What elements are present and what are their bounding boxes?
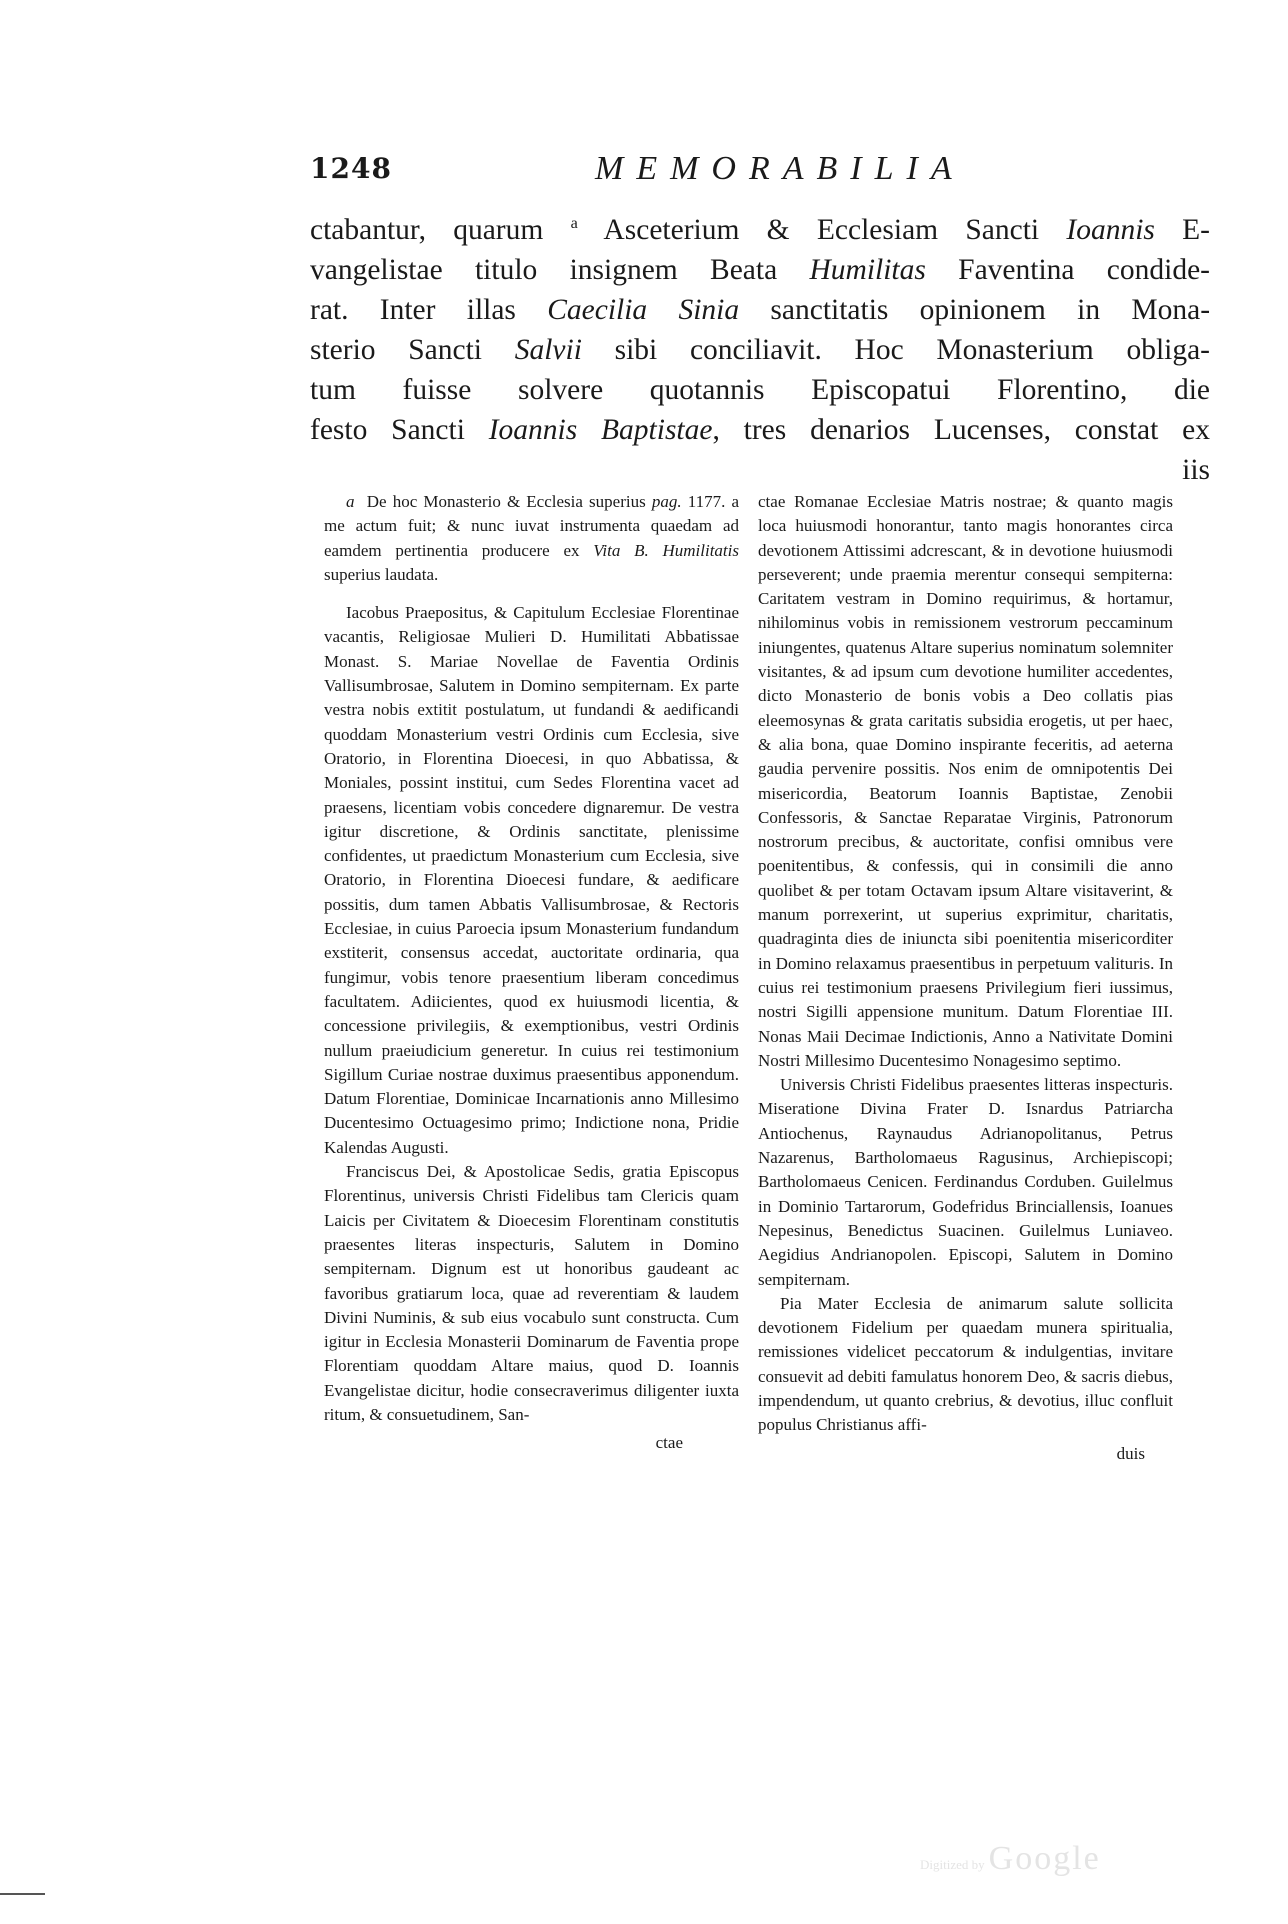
page-number: 1248	[310, 152, 392, 185]
right-catchword: duis	[1116, 1443, 1145, 1463]
document-franciscus: Franciscus Dei, & Apostolicae Sedis, gratia Episcopus Florentinus, universis Christi Fidelibus tam Clericis quam Laicis per Civitatem & Dioecesim Florentinam constitutis praesentes literas inspecturis, Salutem in Domino sempiternam. Dignum est ut honoribus gaudeant ac favoribus gratiarum loca, quae ad reverentiam & laudem Divini Numinis, & sub eius vocabulo sunt constructa. Cum igitur in Ecclesia Monasterii Dominarum de Faventia prope Florentiam quoddam Altare maius, quod D. Ioannis Evangelistae dicitur, hodie consecraverimus diligenter iuxta ritum, & consuetudinem, San-	[324, 1162, 739, 1424]
document-pia-mater: Pia Mater Ecclesia de animarum salute sollicita devotionem Fidelium per quaedam munera spiritualia, remissiones videlicet peccatorum & indulgentias, invitare consuevit ad debiti famulatus honorem Deo, & sacris diebus, impendendum, ut quanto crebrius, & devotius, illuc confluit populus Christianus affi-	[758, 1293, 1173, 1435]
google-logo: Google	[988, 1840, 1101, 1877]
document-continuation: ctae Romanae Ecclesiae Matris nostrae; & quanto magis loca huiusmodi honorantur, tanto magis honorantes circa devotionem Attissimi adcrescant, & in devotione huiusmodi perseverent; unde praemia merentur consequi sempiterna: Caritatem vestram in Domino requirimus, & hortamur, nihilominus vobis in remissionem vestrorum peccaminum iniungentes, quatenus Altare superius nominatum solemniter visitantes, & ad ipsum cum devotione humiliter accedentes, dicto Monasterio de bonis vobis a Deo collatis pias eleemosynas & grata caritatis subsidia erogetis, ut per haec, & alia bona, quae Domino inspirante feceritis, ad aeterna gaudia pervenire possitis. Nos enim de omnipotentis Dei misericordia, Beatorum Ioannis Baptistae, Zenobii Confessoris, & Sanctae Reparatae Virginis, Patronorum nostrorum precibus, & auctoritate, confisi omnibus vere poenitentibus, & confessis, qui in consimili die anno quolibet & per totam Octavam ipsum Altare visitaverint, & manum porrexerint, ut superius exprimitur, charitatis, quadraginta dies de iniuncta sibi poenitentia misericorditer in Domino relaxamus praesentibus in perpetuum valituris. In cuius rei testimonium praesens Privilegium fieri iussimus, nostri Sigilli appensione munitum. Datum Florentiae III. Nonas Maii Decimae Indictionis, Anno a Nativitate Domini Nostri Millesimo Ducentesimo Nonagesimo septimo.	[758, 492, 1173, 1070]
footnote-label: a	[346, 492, 355, 511]
footnote-marker: a	[570, 214, 578, 233]
main-line-1: ctabantur, quarum $^a$ Asceterium & Ecclesiam Sancti Ioannis E-	[310, 214, 1211, 246]
document-universis: Universis Christi Fidelibus praesentes litteras inspecturis. Miseratione Divina Frater D. Isnardus Patriarcha Antiochenus, Raynaudus Adrianopolitanus, Petrus Nazarenus, Bartholomaeus Ragusinus, Archiepiscopi; Bartholomaeus Cenicen. Ferdinandus Corduben. Guilelmus in Dominio Tartarorum, Godefridus Brinciallensis, Ioanues Nepesinus, Benedictus Suacinen. Guilelmus Luniaveo. Aegidius Andrianopolen. Episcopi, Salutem in Domino sempiternam.	[758, 1075, 1173, 1289]
running-title: MEMORABILIA	[595, 150, 965, 187]
left-catchword: ctae	[655, 1433, 683, 1453]
main-line-6: festo Sancti Ioannis Baptistae, tres denarios Lucenses, constat ex	[310, 414, 1210, 446]
main-line-2: vangelistae titulo insignem Beata Humilitas Faventina condide-	[310, 254, 1210, 286]
running-header	[310, 152, 1210, 198]
main-line-5: tum fuisse solvere quotannis Episcopatui Florentino, die	[310, 374, 1210, 406]
main-catchword: iis	[1182, 454, 1210, 486]
document-iacobus: Iacobus Praepositus, & Capitulum Ecclesiae Florentinae vacantis, Religiosae Mulieri D. Humilitati Abbatissae Monast. S. Mariae Novellae de Faventia Ordinis Vallisumbrosae, Salutem in Domino sempiternam. Ex parte vestra nobis extitit postulatum, ut fundandi & aedificandi quoddam Monasterium vestri Ordinis cum Ecclesia, sive Oratorio, in Florentina Dioecesi, in quo Abbatissa, & Moniales, possint institui, cum Sedes Florentina vacet ad praesens, licentiam vobis concedere dignaremur. De vestra igitur discretione, & Ordinis sanctitate, plenissime confidentes, ut praedictum Monasterium cum Ecclesia, sive Oratorio, in Florentina Dioecesi fundare, & aedificare possitis, dum tamen Abbatis Vallisumbrosae, & Rectoris Ecclesiae, in cuius Paroecia ipsum Monasterium fundandum exstiterit, consensus accedat, auctoritate ordinaria, qua fungimur, vobis tenore praesentium liberam concedimus facultatem. Adiicientes, quod ex huiusmodi licentia, & concessione privilegiis, & exemptionibus, vestri Ordinis nullum praeiudicium generetur. In cuius rei testimonium Sigillum Curiae nostrae duximus praesentibus apponendum. Datum Florentiae, Dominicae Incarnationis anno Millesimo Ducentesimo Octuagesimo primo; Indictione nona, Pridie Kalendas Augusti.	[324, 603, 739, 1157]
main-line-3: rat. Inter illas Caecilia Sinia sanctitatis opinionem in Mona-	[310, 294, 1211, 326]
right-column	[758, 490, 1173, 1466]
digitization-watermark: Digitized by Google	[920, 1840, 1101, 1877]
scan-edge-mark	[0, 1893, 45, 1895]
main-line-4: sterio Sancti Salvii sibi conciliavit. Hoc Monasterium obliga-	[310, 334, 1211, 366]
left-column	[324, 490, 739, 1456]
main-text-block	[310, 210, 1210, 490]
footnote-a: a De hoc Monasterio & Ecclesia superius pag. 1177. a me actum fuit; & nunc iuvat instrumenta quaedam ad eamdem pertinentia producere ex Vita B. Humilitatis superius laudata.	[324, 492, 740, 584]
